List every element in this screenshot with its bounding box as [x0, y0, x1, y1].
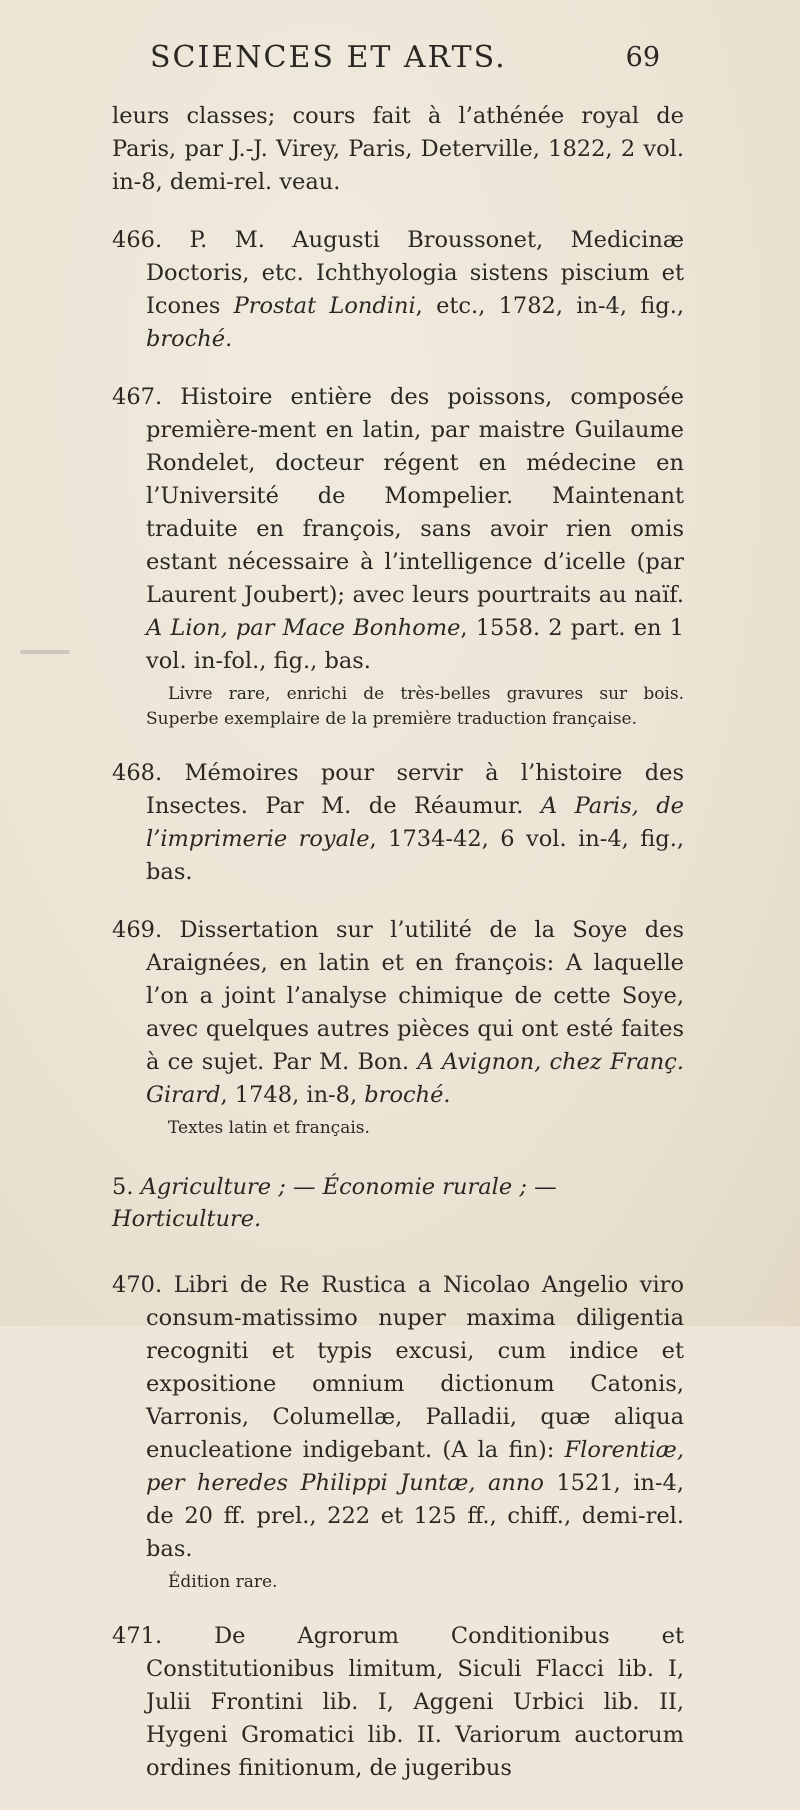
entry-text: Dissertation sur l’utilité de la Soye des Araignées, en latin et en françois: A laquelle l’on a joint l’analyse chimique de cette Soye, avec quelques autres pièces qui ont esté faites à ce sujet. Par M. Bon. [146, 917, 685, 1075]
entry-number: 469. [112, 917, 163, 943]
entry-binding: broché. [364, 1082, 451, 1108]
entry-number: 471. [112, 1623, 163, 1649]
entry-imprint: A Avignon, chez Franç. Girard [146, 1049, 685, 1108]
entry-imprint: A Lion, par Mace Bonhome [146, 615, 461, 641]
entry-number: 467. [112, 384, 163, 410]
entry-imprint: Prostat Londini [233, 293, 416, 319]
section-title: Agriculture ; — Économie rurale ; — Horticulture. [112, 1174, 557, 1232]
page-header [150, 40, 660, 84]
entry-note: Édition rare. [168, 1572, 278, 1592]
entry-imprint: A Paris, de l’imprimerie royale [146, 793, 684, 852]
entry-text-end: , 1748, in-8, [220, 1082, 365, 1108]
entry-text-end: , 1558. 2 part. en 1 vol. in-fol., fig., bas. [146, 615, 684, 674]
entry-466 [112, 224, 684, 356]
entry-467 [112, 381, 684, 732]
entry-number: 468. [112, 760, 163, 786]
section-number: 5. [112, 1174, 134, 1200]
entry-471 [112, 1620, 684, 1785]
entry-note: Textes latin et français. [168, 1118, 370, 1138]
catalogue-body [112, 100, 684, 1810]
entry-text-end: 1521, in-4, de 20 ff. prel., 222 et 125 ff., chiff., demi-rel. bas. [146, 1470, 684, 1562]
entry-468 [112, 757, 684, 889]
entry-continuation [112, 100, 684, 199]
entry-text: Mémoires pour servir à l’histoire des Insectes. Par M. de Réaumur. [146, 760, 684, 819]
section-heading [112, 1171, 684, 1235]
page-number: 69 [625, 42, 660, 73]
entry-text: leurs classes; cours fait à l’athénée royal de Paris, par J.-J. Virey, Paris, Deterville, 1822, 2 vol. in-8, demi-rel. veau. [112, 103, 684, 195]
entry-text-end: , 1734-42, 6 vol. in-4, fig., bas. [146, 826, 684, 885]
entry-binding: broché. [146, 326, 233, 352]
entry-note: Livre rare, enrichi de très-belles gravures sur bois. Superbe exemplaire de la première traduction française. [146, 684, 684, 729]
entry-470 [112, 1269, 684, 1595]
entry-text: Histoire entière des poissons, composée première-ment en latin, par maistre Guilaume Rondelet, docteur régent en médecine en l’Université de Mompelier. Maintenant traduite en françois, sans avoir rien omis estant nécessaire à l’intelligence d’icelle (par Laurent Joubert); avec leurs pourtraits au naïf. [146, 384, 684, 608]
entry-number: 470. [112, 1272, 163, 1298]
entry-number: 466. [112, 227, 163, 253]
entry-text-end: , etc., 1782, in-4, fig., [415, 293, 684, 319]
margin-smudge [20, 650, 70, 654]
entry-imprint: Florentiæ, per heredes Philippi Juntæ, anno [146, 1437, 684, 1496]
entry-text: P. M. Augusti Broussonet, Medicinæ Doctoris, etc. Ichthyologia sistens piscium et Icones [146, 227, 684, 319]
running-title: SCIENCES ET ARTS. [150, 40, 507, 75]
entry-text: Libri de Re Rustica a Nicolao Angelio viro consum-matissimo nuper maxima diligentia recogniti et typis excusi, cum indice et expositione omnium dictionum Catonis, Varronis, Columellæ, Palladii, quæ aliqua enucleatione indigebant. (A la fin): [146, 1272, 684, 1463]
entry-469 [112, 914, 684, 1141]
entry-text: De Agrorum Conditionibus et Constitutionibus limitum, Siculi Flacci lib. I, Julii Frontini lib. I, Aggeni Urbici lib. II, Hygeni Gromatici lib. II. Variorum auctorum ordines finitionum, de jugeribus [146, 1623, 684, 1781]
